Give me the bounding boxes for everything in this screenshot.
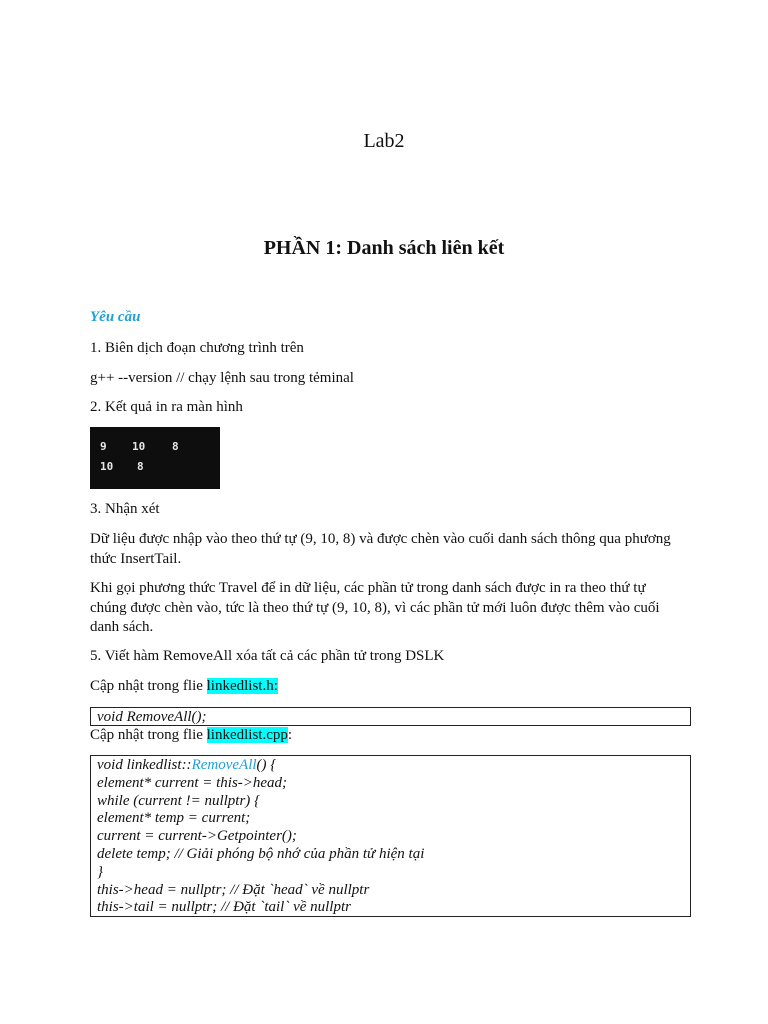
step-3-text: 3. Nhận xét [90,501,160,517]
document-title: Lab2 [363,130,405,152]
code-line: current = current->Getpointer(); [97,828,297,845]
terminal-value: 10 [132,440,146,453]
terminal-row [90,460,220,474]
paragraph-2 [90,579,690,638]
code-box-source [90,755,691,917]
step-1-text: 1. Biên dịch đoạn chương trình trên [90,340,304,356]
code-line: element* current = this->head; [97,774,288,791]
terminal-value: 8 [172,440,179,453]
terminal-output-image [90,427,220,489]
update-cpp-line [90,726,292,746]
step-5-text: 5. Viết hàm RemoveAll xóa tất cả các phần tử trong DSLK [90,648,445,664]
paragraph-1 [90,530,690,569]
filename-linkedlist-h: linkedlist.h: [206,678,278,694]
terminal-value: 10 [100,460,114,473]
update-h-prefix: Cập nhật trong flie [90,678,207,694]
filename-linkedlist-cpp: linkedlist.cpp [206,727,288,743]
paragraph-line: Dữ liệu được nhập vào theo thứ tự (9, 10, 8) và được chèn vào cuối danh sách thông qua phương [90,531,671,547]
code-line: void RemoveAll(); [97,709,207,725]
paragraph-line: danh sách. [90,619,154,635]
paragraph-line: thức InsertTail. [90,550,182,567]
command-text: g++ --version // chạy lệnh sau trong tẻminal [90,370,354,386]
paragraph-line: chúng được chèn vào, tức là theo thứ tự (9, 10, 8), vì các phần tử mới luôn được thêm vào cuối [90,599,660,616]
update-cpp-suffix: : [287,727,293,743]
code-text: () { [256,757,277,773]
terminal-row [90,440,220,454]
code-line: element* temp = current; [97,810,251,827]
code-line: this->head = nullptr; // Đặt `head` về nullptr [97,881,370,898]
update-h-line [90,677,278,697]
paragraph-line: Khi gọi phương thức Travel để in dữ liệu, các phần tử trong danh sách được in ra theo thứ tự [90,580,646,596]
code-text: void linkedlist:: [97,757,192,773]
update-cpp-prefix: Cập nhật trong flie [90,727,207,743]
step-2-text: 2. Kết quả in ra màn hình [90,399,243,415]
code-line [97,757,684,775]
requirement-label: Yêu cầu [90,309,141,325]
function-name: RemoveAll [191,757,257,773]
terminal-value: 9 [100,440,107,453]
section-heading: PHẦN 1: Danh sách liên kết [263,237,505,259]
code-line: this->tail = nullptr; // Đặt `tail` về nullptr [97,899,351,916]
code-box-header [90,707,691,726]
code-line: delete temp; // Giải phóng bộ nhớ của phần tử hiện tại [97,845,425,862]
code-line: while (current != nullptr) { [97,792,261,809]
terminal-value: 8 [137,460,144,473]
code-line: } [97,863,103,880]
